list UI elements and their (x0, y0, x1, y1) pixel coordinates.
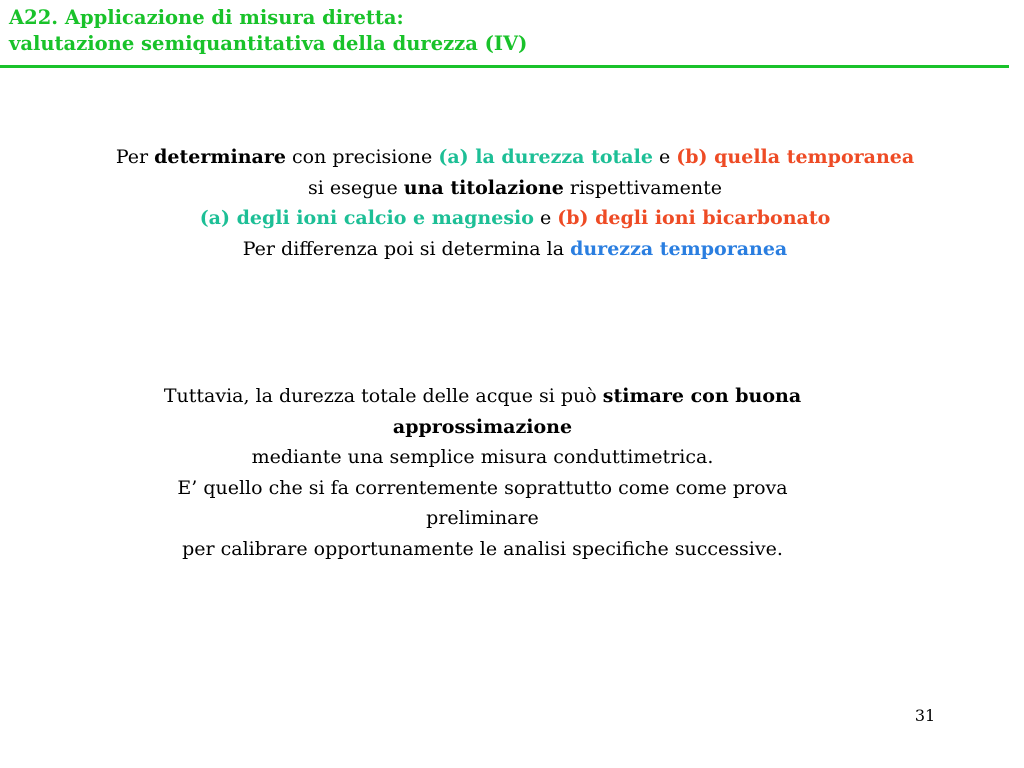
para1-highlight-temporary-hardness: (b) quella temporanea (676, 146, 915, 168)
para1-highlight-calcium-magnesium: (a) degli ioni calcio e magnesio (199, 207, 534, 229)
para1-text: si esegue (307, 176, 404, 199)
title-underline (0, 65, 1009, 68)
para1-bold-determinare: determinare (154, 146, 286, 168)
para2-text: Tuttavia, la durezza totale delle acque si può (163, 385, 603, 407)
paragraph-determination (40, 142, 990, 264)
para1-text: con precisione (285, 146, 439, 168)
para1-text: Per (115, 146, 155, 168)
slide-title-line-1: A22. Applicazione di misura diretta: (9, 6, 404, 29)
para1-text: e (652, 146, 677, 168)
slide-title-line-2: valutazione semiquantitativa della durezza (IV) (9, 32, 528, 55)
para1-highlight-total-hardness: (a) la durezza totale (438, 146, 653, 168)
para1-line-2 (40, 173, 990, 204)
para1-text: Per differenza poi si determina la (242, 237, 571, 260)
paragraph-conductivity (150, 381, 815, 564)
slide-title (9, 5, 1009, 57)
para1-text: e (533, 207, 558, 229)
para2-bold-estimate: stimare con buona approssimazione (392, 385, 802, 438)
para1-text: rispettivamente (563, 176, 723, 199)
para1-line-1 (40, 142, 990, 173)
para2-line-4: per calibrare opportunamente le analisi specifiche successive. (182, 537, 783, 560)
para2-line-1 (150, 381, 815, 442)
para1-highlight-bicarbonate: (b) degli ioni bicarbonato (557, 207, 831, 229)
page-number: 31 (914, 706, 936, 725)
para2-line-2: mediante una semplice misura conduttimetrica. (251, 446, 714, 468)
para1-bold-titolazione: una titolazione (403, 176, 564, 199)
para1-line-3 (40, 203, 990, 234)
para2-line-3: E’ quello che si fa correntemente soprattutto come come prova preliminare (177, 476, 788, 529)
para1-line-4 (40, 234, 990, 265)
para1-highlight-durezza-temporanea: durezza temporanea (570, 237, 788, 260)
